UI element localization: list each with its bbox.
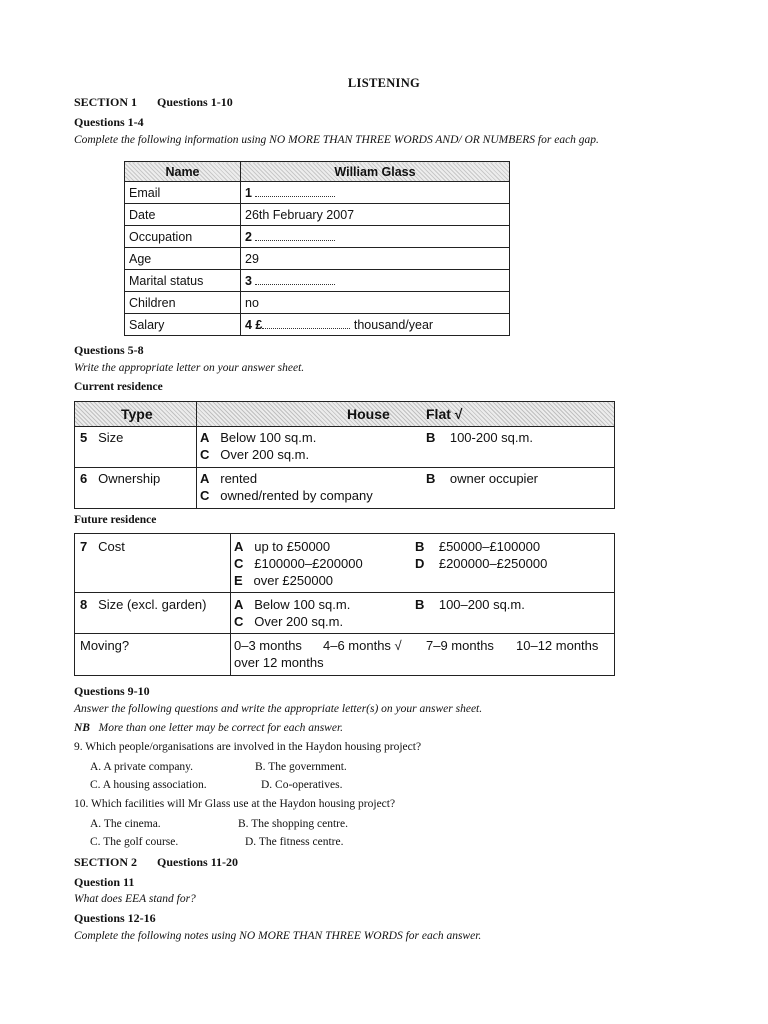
option-letter: A [234, 539, 244, 554]
table-row [125, 248, 510, 270]
row-value [241, 314, 510, 336]
row-divider [75, 633, 614, 634]
salary-unit: thousand/year [353, 317, 434, 332]
question-number: 6 [80, 471, 88, 486]
table-row [125, 292, 510, 314]
option-a[interactable] [200, 430, 316, 445]
question-label: Cost [98, 539, 125, 554]
personal-info-table [124, 161, 510, 336]
table-row [125, 314, 510, 336]
option-text: up to £50000 [254, 539, 331, 554]
row-label: Age [125, 248, 241, 270]
question-number: 7 [80, 539, 88, 554]
option-text: 100-200 sq.m. [449, 430, 533, 445]
option-letter: D [415, 556, 425, 571]
row-label: Email [125, 182, 241, 204]
table-row [125, 204, 510, 226]
option-letter: E [234, 573, 243, 588]
william-glass-header: William Glass [241, 162, 510, 182]
option-text: rented [220, 471, 258, 486]
question-label: Ownership [98, 471, 161, 486]
column-divider [230, 534, 231, 675]
current-residence-table [74, 401, 615, 509]
section-questions: Questions 1-10 [157, 95, 233, 109]
question-10: 10. Which facilities will Mr Glass use at the Haydon housing project? [74, 798, 396, 810]
option-letter: C [234, 556, 244, 571]
questions-5-8-heading: Questions 5-8 [74, 343, 144, 357]
answer-gap[interactable] [255, 196, 335, 197]
questions-5-8-instruction: Write the appropriate letter on your answer sheet. [74, 362, 305, 374]
option-letter: A [234, 597, 244, 612]
gap-number: 2 [245, 229, 252, 244]
option-text: owned/rented by company [220, 488, 373, 503]
option-text: Below 100 sq.m. [220, 430, 317, 445]
moving-option[interactable]: 0–3 months [234, 638, 302, 653]
row-divider [75, 467, 614, 468]
question-9: 9. Which people/organisations are involved in the Haydon housing project? [74, 741, 422, 753]
future-residence-heading: Future residence [74, 514, 157, 526]
section-2-heading [74, 855, 238, 870]
row-label: Salary [125, 314, 241, 336]
moving-option[interactable]: 4–6 months √ [323, 638, 402, 653]
option-letter: B [426, 430, 436, 445]
option-letter: C [200, 447, 210, 462]
moving-option[interactable]: 7–9 months [426, 638, 494, 653]
option-letter: C [200, 488, 210, 503]
option-b[interactable] [426, 471, 538, 486]
option-text: Over 200 sq.m. [254, 614, 344, 629]
option-c[interactable] [234, 556, 363, 571]
option-e[interactable] [234, 573, 333, 588]
question-11-text: What does EEA stand for? [74, 893, 196, 905]
table-row [125, 270, 510, 292]
table-header-row [125, 162, 510, 182]
row-label: Occupation [125, 226, 241, 248]
section-questions: Questions 11-20 [157, 855, 239, 869]
option-text: Below 100 sq.m. [254, 597, 351, 612]
question-5-label [80, 430, 123, 445]
q9-option-d[interactable]: D. Co-operatives. [261, 779, 343, 791]
row-value [241, 270, 510, 292]
answer-gap[interactable] [262, 328, 350, 329]
row-value [241, 226, 510, 248]
answer-gap[interactable] [255, 240, 335, 241]
q9-option-c[interactable]: C. A housing association. [90, 779, 207, 791]
q10-option-a[interactable]: A. The cinema. [90, 818, 161, 830]
table-row [125, 182, 510, 204]
q10-option-d[interactable]: D. The fitness centre. [245, 836, 344, 848]
option-letter: B [426, 471, 436, 486]
question-label: Size (excl. garden) [98, 597, 207, 612]
row-label: Marital status [125, 270, 241, 292]
future-residence-table [74, 533, 615, 676]
questions-9-10-heading: Questions 9-10 [74, 684, 150, 698]
option-b[interactable] [415, 597, 525, 612]
table-header-band [75, 402, 614, 426]
row-divider [75, 426, 614, 427]
option-c[interactable] [234, 614, 343, 629]
option-text: £200000–£250000 [438, 556, 548, 571]
option-text: over £250000 [253, 573, 334, 588]
questions-12-16-heading: Questions 12-16 [74, 911, 156, 925]
section-1-heading [74, 95, 233, 110]
section-label: SECTION 2 [74, 855, 138, 869]
option-c[interactable] [200, 447, 309, 462]
gap-number: 4 £ [245, 317, 263, 332]
question-number: 5 [80, 430, 88, 445]
table-row [125, 226, 510, 248]
q9-option-a[interactable]: A. A private company. [90, 761, 194, 773]
option-a[interactable] [200, 471, 257, 486]
option-text: £50000–£100000 [438, 539, 541, 554]
option-a[interactable] [234, 597, 350, 612]
question-8-label [80, 597, 206, 612]
house-header: House [347, 406, 390, 422]
questions-1-4-instruction: Complete the following information using NO MORE THAN THREE WORDS AND/ OR NUMBERS for each gap. [74, 134, 599, 146]
option-letter: A [200, 471, 210, 486]
option-letter: B [415, 539, 425, 554]
question-11-heading: Question 11 [74, 875, 135, 889]
q9-option-b[interactable]: B. The government. [255, 761, 347, 773]
q10-option-b[interactable]: B. The shopping centre. [238, 818, 348, 830]
page-title: LISTENING [347, 76, 421, 90]
row-label: Children [125, 292, 241, 314]
answer-gap[interactable] [255, 284, 335, 285]
row-value [241, 182, 510, 204]
question-6-label [80, 471, 160, 486]
option-letter: A [200, 430, 210, 445]
type-header: Type [121, 406, 153, 422]
option-a[interactable] [234, 539, 330, 554]
questions-9-10-instruction: Answer the following questions and write the appropriate letter(s) on your answer sheet. [74, 703, 483, 715]
option-b[interactable] [415, 539, 540, 554]
moving-option[interactable]: 10–12 months [516, 638, 599, 653]
name-header: Name [125, 162, 241, 182]
option-letter: C [234, 614, 244, 629]
gap-number: 1 [245, 185, 252, 200]
section-label: SECTION 1 [74, 95, 138, 109]
flat-header: Flat √ [426, 406, 463, 422]
option-d[interactable] [415, 556, 547, 571]
option-text: £100000–£200000 [254, 556, 363, 571]
row-value: 26th February 2007 [241, 204, 510, 226]
q10-option-c[interactable]: C. The golf course. [90, 836, 179, 848]
option-text: 100–200 sq.m. [438, 597, 525, 612]
gap-number: 3 [245, 273, 252, 288]
option-text: Over 200 sq.m. [220, 447, 310, 462]
moving-label: Moving? [80, 638, 130, 653]
row-value: no [241, 292, 510, 314]
option-text: owner occupier [449, 471, 538, 486]
option-c[interactable] [200, 488, 373, 503]
question-label: Size [98, 430, 124, 445]
nb-note [74, 722, 343, 734]
question-number: 8 [80, 597, 88, 612]
questions-1-4-heading: Questions 1-4 [74, 115, 144, 129]
nb-label: NB [74, 722, 90, 734]
option-letter: B [415, 597, 425, 612]
row-label: Date [125, 204, 241, 226]
current-residence-heading: Current residence [74, 381, 163, 393]
row-divider [75, 592, 614, 593]
nb-text: More than one letter may be correct for each answer. [98, 722, 344, 734]
question-7-label [80, 539, 125, 554]
questions-12-16-instruction: Complete the following notes using NO MORE THAN THREE WORDS for each answer. [74, 930, 482, 942]
option-b[interactable] [426, 430, 533, 445]
moving-option[interactable]: over 12 months [234, 655, 324, 670]
column-divider [196, 402, 197, 508]
row-value: 29 [241, 248, 510, 270]
